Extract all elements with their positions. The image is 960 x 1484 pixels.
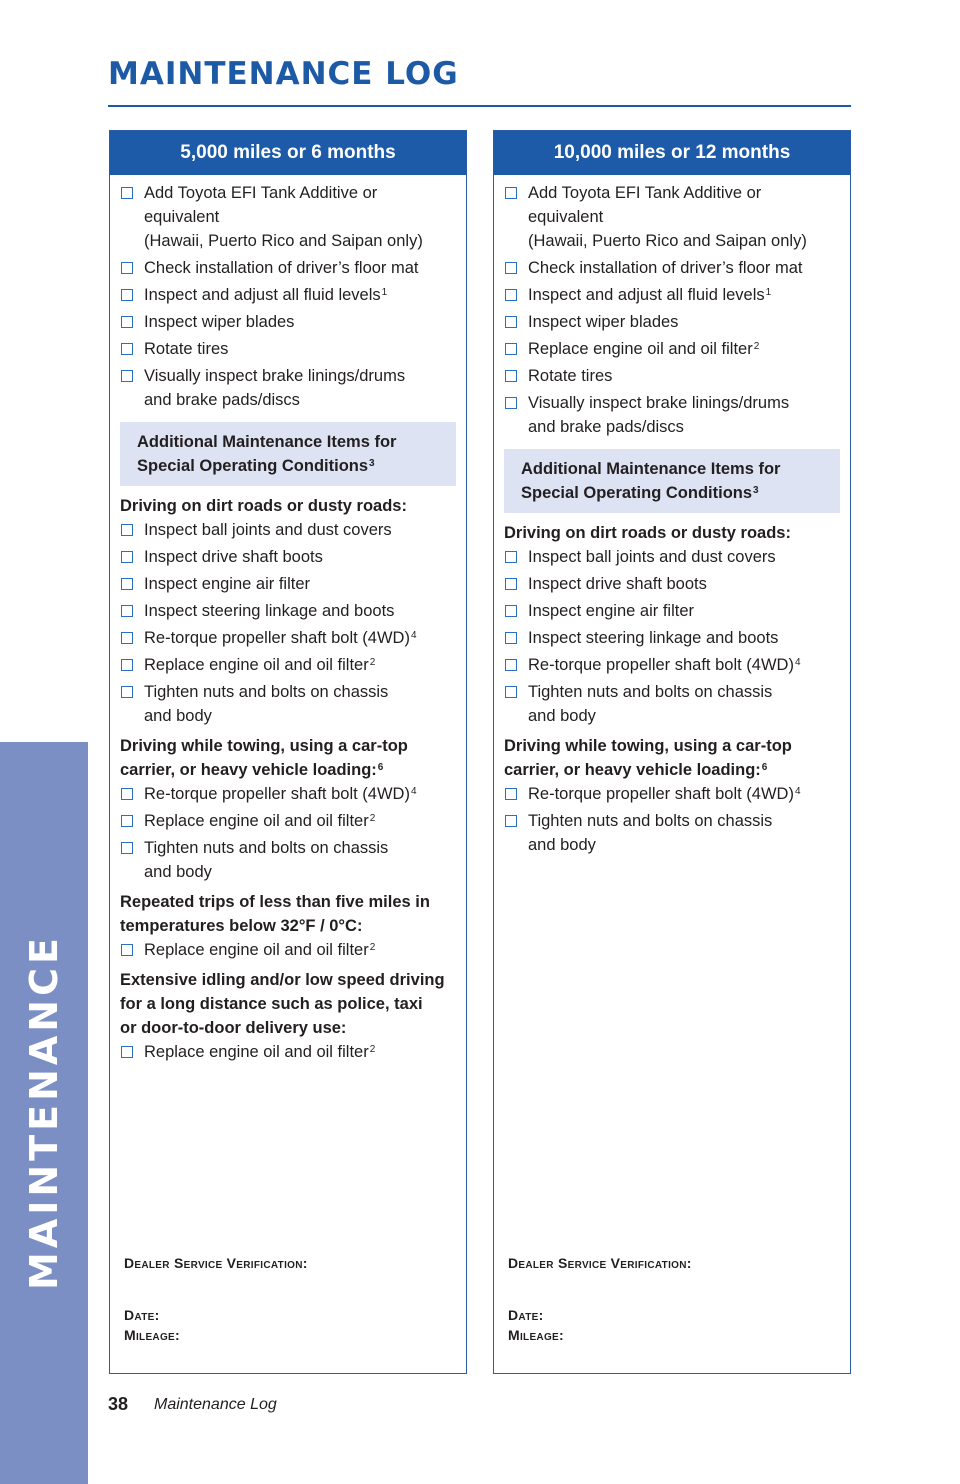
item-text: Add Toyota EFI Tank Additive or equivalent bbox=[144, 184, 378, 226]
checklist-item bbox=[120, 256, 456, 280]
condition-checklist bbox=[110, 1040, 466, 1064]
condition-heading bbox=[504, 521, 840, 545]
checklist-item bbox=[504, 680, 840, 728]
checklist-item bbox=[120, 782, 456, 806]
checklist-item bbox=[120, 680, 456, 728]
checklist bbox=[494, 181, 850, 439]
item-text: Re-torque propeller shaft bolt (4WD) bbox=[528, 656, 794, 674]
checklist-item bbox=[504, 364, 840, 388]
condition-checklist bbox=[110, 782, 466, 884]
checklist-item bbox=[120, 653, 456, 677]
item-text: Re-torque propeller shaft bolt (4WD) bbox=[144, 629, 410, 647]
checklist-item bbox=[504, 653, 840, 677]
condition-heading-text: temperatures below 32°F / 0°C: bbox=[120, 917, 363, 935]
checklist-item bbox=[504, 599, 840, 623]
checklist-item bbox=[120, 938, 456, 962]
checklist-item bbox=[504, 337, 840, 361]
checklist-item bbox=[504, 391, 840, 439]
maintenance-column-10000 bbox=[493, 130, 851, 1374]
dealer-verification-label: Dealer Service Verification: bbox=[508, 1255, 692, 1271]
checklist-item bbox=[120, 1040, 456, 1064]
checklist-item bbox=[120, 310, 456, 334]
condition-checklist bbox=[110, 938, 466, 962]
item-text: Tighten nuts and bolts on chassis bbox=[144, 839, 389, 857]
checklist-item bbox=[504, 310, 840, 334]
checkbox[interactable] bbox=[121, 262, 133, 274]
condition-heading-text: Driving while towing, using a car-top bbox=[504, 737, 792, 755]
condition-heading-text: for a long distance such as police, taxi bbox=[120, 995, 423, 1013]
item-text: Tighten nuts and bolts on chassis bbox=[144, 683, 389, 701]
item-text: Replace engine oil and oil filter bbox=[144, 1043, 369, 1061]
item-text: Inspect and adjust all fluid levels bbox=[528, 286, 765, 304]
condition-heading bbox=[120, 968, 456, 1040]
checkbox[interactable] bbox=[121, 659, 133, 671]
item-text: Inspect steering linkage and boots bbox=[528, 629, 779, 647]
checkbox[interactable] bbox=[505, 605, 517, 617]
checkbox[interactable] bbox=[121, 686, 133, 698]
item-text: Inspect drive shaft boots bbox=[528, 575, 707, 593]
special-conditions-title: Additional Maintenance Items for bbox=[137, 433, 397, 451]
item-text-continued: and body bbox=[528, 836, 596, 854]
item-text-continued: and body bbox=[144, 707, 212, 725]
checkbox[interactable] bbox=[121, 1046, 133, 1058]
special-conditions-subtitle: Special Operating Conditions bbox=[137, 457, 369, 475]
checkbox[interactable] bbox=[505, 370, 517, 382]
item-text: Re-torque propeller shaft bolt (4WD) bbox=[144, 785, 410, 803]
checklist-item bbox=[120, 809, 456, 833]
footnote-ref: 1 bbox=[765, 287, 772, 298]
footnote-ref: 1 bbox=[381, 287, 388, 298]
checkbox[interactable] bbox=[121, 944, 133, 956]
checkbox[interactable] bbox=[121, 842, 133, 854]
checklist-item bbox=[504, 809, 840, 857]
footnote-ref: 2 bbox=[369, 813, 376, 824]
checkbox[interactable] bbox=[121, 289, 133, 301]
footnote-ref: 3 bbox=[369, 458, 375, 469]
checkbox[interactable] bbox=[121, 578, 133, 590]
checkbox[interactable] bbox=[121, 551, 133, 563]
checkbox[interactable] bbox=[505, 187, 517, 199]
condition-heading-text: Repeated trips of less than five miles in bbox=[120, 893, 430, 911]
checklist-item bbox=[120, 337, 456, 361]
footnote-ref: 4 bbox=[794, 786, 801, 797]
condition-heading bbox=[504, 734, 840, 782]
title-divider bbox=[108, 105, 851, 107]
checkbox[interactable] bbox=[505, 316, 517, 328]
mileage-label: Mileage: bbox=[124, 1327, 180, 1343]
checkbox[interactable] bbox=[121, 370, 133, 382]
checklist bbox=[110, 181, 466, 412]
side-tab-label: MAINTENANCE bbox=[22, 934, 66, 1290]
checklist-item bbox=[120, 626, 456, 650]
checkbox[interactable] bbox=[505, 686, 517, 698]
footnote-ref: 3 bbox=[753, 485, 759, 496]
item-text: Tighten nuts and bolts on chassis bbox=[528, 812, 773, 830]
checkbox[interactable] bbox=[505, 397, 517, 409]
item-text: Tighten nuts and bolts on chassis bbox=[528, 683, 773, 701]
item-text: Check installation of driver’s floor mat bbox=[528, 259, 803, 277]
maintenance-column-5000 bbox=[109, 130, 467, 1374]
checklist-item bbox=[120, 836, 456, 884]
checkbox[interactable] bbox=[121, 815, 133, 827]
condition-heading bbox=[120, 494, 456, 518]
item-text: Inspect ball joints and dust covers bbox=[144, 521, 392, 539]
condition-heading bbox=[120, 890, 456, 938]
checkbox[interactable] bbox=[121, 343, 133, 355]
footnote-ref: 6 bbox=[761, 762, 768, 773]
item-text: Inspect engine air filter bbox=[528, 602, 695, 620]
condition-heading-text: carrier, or heavy vehicle loading: bbox=[120, 761, 377, 779]
footnote-ref: 4 bbox=[410, 630, 417, 641]
footnote-ref: 2 bbox=[369, 657, 376, 668]
checklist-item bbox=[504, 782, 840, 806]
checkbox[interactable] bbox=[121, 524, 133, 536]
section-side-tab bbox=[0, 742, 88, 1484]
footnote-ref: 2 bbox=[369, 942, 376, 953]
interval-header: 5,000 miles or 6 months bbox=[110, 131, 466, 175]
footnote-ref: 4 bbox=[794, 657, 801, 668]
page-number: 38 bbox=[108, 1394, 129, 1414]
page-title: MAINTENANCE LOG bbox=[108, 56, 459, 92]
checkbox[interactable] bbox=[505, 551, 517, 563]
condition-heading-text: Driving on dirt roads or dusty roads: bbox=[504, 524, 791, 542]
item-text: Inspect wiper blades bbox=[144, 313, 295, 331]
date-label: Date: bbox=[508, 1307, 544, 1323]
item-text: Replace engine oil and oil filter bbox=[144, 812, 369, 830]
checkbox[interactable] bbox=[505, 262, 517, 274]
item-text-continued: (Hawaii, Puerto Rico and Saipan only) bbox=[144, 232, 423, 250]
special-conditions-subtitle: Special Operating Conditions bbox=[521, 484, 753, 502]
item-text: Rotate tires bbox=[144, 340, 229, 358]
condition-heading-text: Driving while towing, using a car-top bbox=[120, 737, 408, 755]
item-text: Check installation of driver’s floor mat bbox=[144, 259, 419, 277]
item-text: Replace engine oil and oil filter bbox=[144, 656, 369, 674]
special-conditions-title: Additional Maintenance Items for bbox=[521, 460, 781, 478]
item-text: Re-torque propeller shaft bolt (4WD) bbox=[528, 785, 794, 803]
footnote-ref: 6 bbox=[377, 762, 384, 773]
checkbox[interactable] bbox=[505, 343, 517, 355]
condition-heading-text: or door-to-door delivery use: bbox=[120, 1019, 347, 1037]
special-conditions-box bbox=[504, 449, 840, 513]
checklist-item bbox=[504, 545, 840, 569]
item-text: Visually inspect brake linings/drums bbox=[528, 394, 790, 412]
date-label: Date: bbox=[124, 1307, 160, 1323]
special-conditions-box bbox=[120, 422, 456, 486]
footer-section-name: Maintenance Log bbox=[154, 1396, 277, 1413]
item-text: Visually inspect brake linings/drums bbox=[144, 367, 406, 385]
item-text: Add Toyota EFI Tank Additive or equivalent bbox=[528, 184, 762, 226]
dealer-verification-label: Dealer Service Verification: bbox=[124, 1255, 308, 1271]
checklist-item bbox=[120, 572, 456, 596]
checkbox[interactable] bbox=[121, 605, 133, 617]
checkbox[interactable] bbox=[505, 632, 517, 644]
checklist-item bbox=[504, 626, 840, 650]
condition-checklist bbox=[110, 518, 466, 728]
item-text: Inspect drive shaft boots bbox=[144, 548, 323, 566]
condition-heading-text: carrier, or heavy vehicle loading: bbox=[504, 761, 761, 779]
checklist-item bbox=[504, 181, 840, 253]
checklist-item bbox=[120, 545, 456, 569]
interval-header: 10,000 miles or 12 months bbox=[494, 131, 850, 175]
footnote-ref: 2 bbox=[369, 1044, 376, 1055]
checklist-item bbox=[120, 181, 456, 253]
footnote-ref: 4 bbox=[410, 786, 417, 797]
item-text: Inspect and adjust all fluid levels bbox=[144, 286, 381, 304]
item-text-continued: and body bbox=[528, 707, 596, 725]
item-text-continued: (Hawaii, Puerto Rico and Saipan only) bbox=[528, 232, 807, 250]
item-text: Rotate tires bbox=[528, 367, 613, 385]
condition-heading-text: Driving on dirt roads or dusty roads: bbox=[120, 497, 407, 515]
checklist-item bbox=[120, 364, 456, 412]
checkbox[interactable] bbox=[121, 187, 133, 199]
footnote-ref: 2 bbox=[753, 341, 760, 352]
condition-heading bbox=[120, 734, 456, 782]
item-text: Inspect steering linkage and boots bbox=[144, 602, 395, 620]
checkbox[interactable] bbox=[121, 316, 133, 328]
checklist-item bbox=[504, 256, 840, 280]
item-text-continued: and body bbox=[144, 863, 212, 881]
item-text-continued: and brake pads/discs bbox=[144, 391, 300, 409]
checklist-item bbox=[504, 283, 840, 307]
checkbox[interactable] bbox=[505, 659, 517, 671]
item-text: Replace engine oil and oil filter bbox=[528, 340, 753, 358]
item-text: Inspect engine air filter bbox=[144, 575, 311, 593]
item-text: Replace engine oil and oil filter bbox=[144, 941, 369, 959]
condition-checklist bbox=[494, 782, 850, 857]
checklist-item bbox=[120, 518, 456, 542]
checkbox[interactable] bbox=[505, 815, 517, 827]
item-text: Inspect wiper blades bbox=[528, 313, 679, 331]
item-text: Inspect ball joints and dust covers bbox=[528, 548, 776, 566]
condition-heading-text: Extensive idling and/or low speed driving bbox=[120, 971, 445, 989]
checkbox[interactable] bbox=[121, 632, 133, 644]
item-text-continued: and brake pads/discs bbox=[528, 418, 684, 436]
checkbox[interactable] bbox=[505, 788, 517, 800]
condition-checklist bbox=[494, 545, 850, 728]
checklist-item bbox=[120, 599, 456, 623]
checkbox[interactable] bbox=[505, 289, 517, 301]
checklist-item bbox=[120, 283, 456, 307]
checkbox[interactable] bbox=[505, 578, 517, 590]
checkbox[interactable] bbox=[121, 788, 133, 800]
mileage-label: Mileage: bbox=[508, 1327, 564, 1343]
checklist-item bbox=[504, 572, 840, 596]
